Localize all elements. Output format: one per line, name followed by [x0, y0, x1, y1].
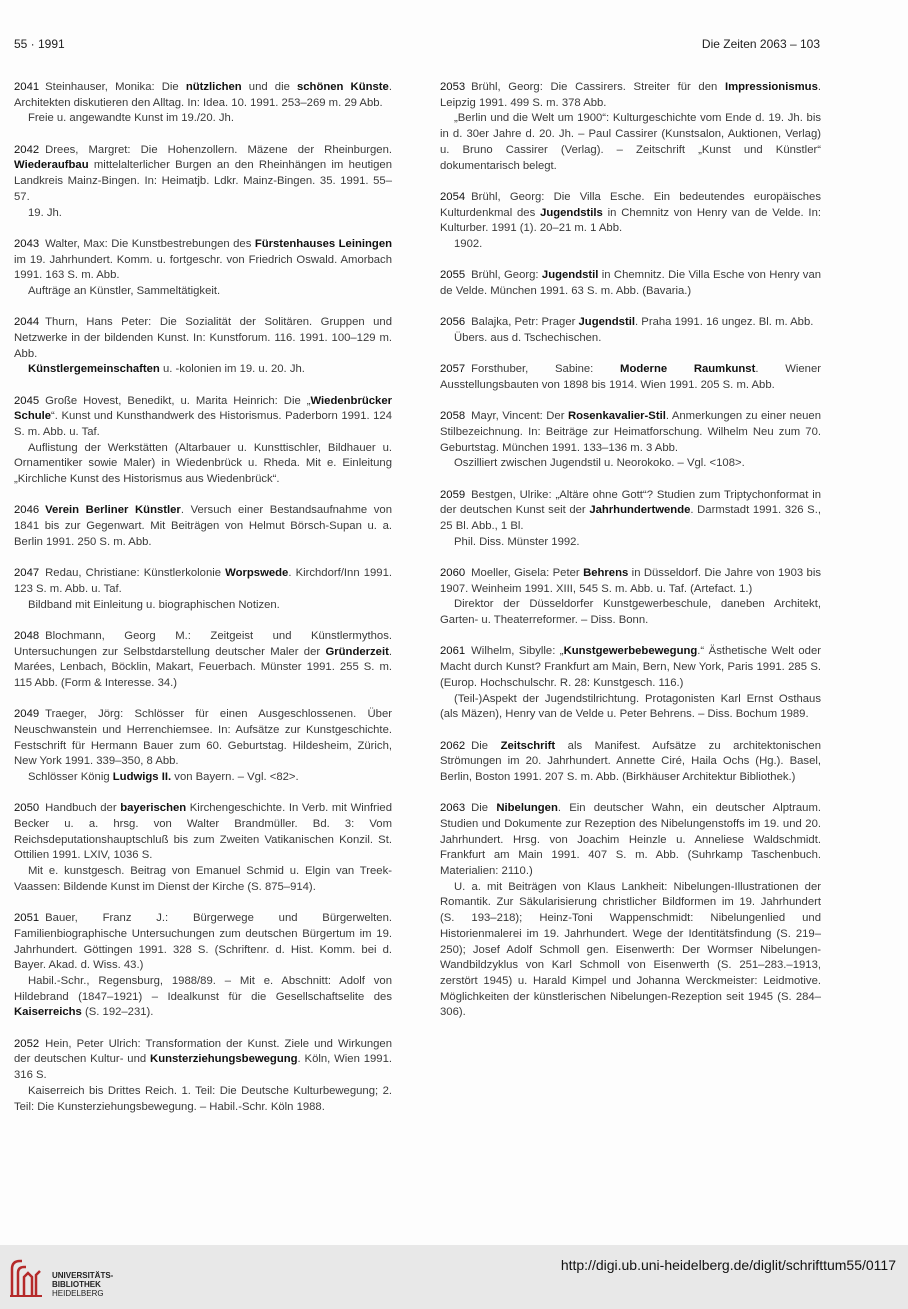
left-column	[14, 80, 392, 1131]
entry-citation: 2060 Moeller, Gisela: Peter Behrens in Düsseldorf. Die Jahre von 1903 bis 1907. Weinheim 1991. XIII, 545 S. m. Abb. u. Taf. (Artefact. 1.)	[440, 567, 821, 595]
entry-number: 2044	[14, 316, 40, 329]
entry-number: 2057	[440, 363, 466, 376]
entry-annotation: Künstlergemeinschaften u. -kolonien im 19. u. 20. Jh.	[28, 363, 305, 376]
entry-citation: 2047 Redau, Christiane: Künstlerkolonie Worpswede. Kirchdorf/Inn 1991. 123 S. m. Abb. u. Taf.	[14, 567, 392, 595]
keyword: Jahrhundertwende	[589, 504, 691, 517]
entry-annotation: Direktor der Düsseldorfer Kunstgewerbeschule, daneben Architekt, Garten- u. Theaterreformer. – Diss. Bonn.	[440, 598, 821, 627]
keyword: Jugendstil	[578, 316, 636, 329]
entry-annotation: U. a. mit Beiträgen von Klaus Lankheit: Nibelungen-Illustrationen der Romantik. Zur Säkularisierung christlicher Bildformen im 19. Jahrhundert (S. 193–218); Heinz-Toni Wappenschmidt: Nibelungenlied und Historienmalerei im 19. Jahrhundert. Wege der Identitätsfindung (S. 219–250); Josef Adolf Schmoll gen. Eisenwerth: Der Wormser Nibelungen-Wandbildzyklus von Karl Schmoll von Eisenwerth (S. 251–283.–1913, zerstört 1945) u. Harald Kimpel und Johanna Werckmeister: Leidmotive. Möglichkeiten der künstlerischen Nibelungen-Rezeption seit 1945 (S. 284–306).	[440, 880, 821, 1019]
entry-annotation: Aufträge an Künstler, Sammeltätigkeit.	[28, 284, 221, 297]
entry-citation: 2062 Die Zeitschrift als Manifest. Aufsätze zu architektonischen Strömungen im 20. Jahrhundert. Annette Ciré, Haila Ochs (Hg.). Basel, Berlin, Boston 1991. 207 S. m. Abb. (Birkhäuser Architektur Bibliothek.)	[440, 739, 822, 783]
bibliography-entry	[14, 707, 392, 786]
keyword: Künstlergemeinschaften	[28, 363, 160, 376]
keyword: Nibelungen	[496, 802, 558, 815]
bibliography-entry	[14, 143, 392, 222]
entry-number: 2052	[14, 1037, 40, 1050]
entry-number: 2048	[14, 629, 40, 642]
entry-citation: 2056 Balajka, Petr: Prager Jugendstil. Praha 1991. 16 ungez. Bl. m. Abb.	[440, 316, 814, 329]
entry-annotation: Freie u. angewandte Kunst im 19./20. Jh.	[28, 112, 234, 125]
keyword: schönen Künste	[296, 81, 389, 93]
bibliography-entry	[14, 503, 392, 550]
entry-citation: 2052 Hein, Peter Ulrich: Transformation der Kunst. Ziele und Wirkungen der deutschen Kultur- und Kunsterziehungsbewegung. Köln, Wien 1991. 316 S.	[14, 1037, 393, 1082]
keyword: Fürstenhauses Leiningen	[254, 237, 392, 250]
bibliography-entry	[440, 315, 821, 346]
entry-citation: 2046 Verein Berliner Künstler. Versuch einer Bestandsaufnahme von 1841 bis zur Gegenwart. Mit Beiträgen von Helmut Börsch-Supan u. a. Berlin 1991. 250 S. m. Abb.	[14, 504, 392, 548]
bibliography-entry	[14, 394, 392, 488]
entry-citation: 2049 Traeger, Jörg: Schlösser für einen Ausgeschlossenen. Über Neuschwanstein und Herrenchiemsee. In: Aufsätze zur Kunstgeschichte. Festschrift für Hermann Bauer zum 60. Geburtstag. Hildesheim, Zürich, New York 1991. 339–350, 8 Abb.	[14, 708, 392, 768]
entry-annotation: Phil. Diss. Münster 1992.	[454, 535, 580, 548]
keyword: Zeitschrift	[500, 739, 556, 752]
entry-annotation: Übers. aus d. Tschechischen.	[454, 331, 602, 344]
bibliography-entry	[14, 911, 392, 1021]
entry-annotation: (Teil-)Aspekt der Jugendstilrichtung. Protagonisten Karl Ernst Osthaus (als Mäzen), Henry van de Velde u. Peter Behrens. – Diss. Bochum 1989.	[440, 692, 821, 721]
entry-number: 2049	[14, 708, 40, 721]
entry-number: 2061	[440, 645, 466, 658]
entry-number: 2056	[440, 316, 466, 329]
entry-annotation: Kaiserreich bis Drittes Reich. 1. Teil: Die Deutsche Kulturbewegung; 2. Teil: Die Kunsterziehungsbewegung. – Habil.-Schr. Köln 1988.	[14, 1084, 392, 1113]
entry-citation: 2054 Brühl, Georg: Die Villa Esche. Ein bedeutendes europäisches Kulturdenkmal des Jugendstils in Chemnitz von Henry van de Velde. In: Kulturber. 1991 (1). 20–21 m. 1 Abb.	[440, 190, 821, 235]
entry-number: 2059	[440, 488, 466, 501]
entry-citation: 2041 Steinhauser, Monika: Die nützlichen und die schönen Künste. Architekten diskutieren den Alltag. In: Idea. 10. 1991. 253–269 m. 29 Abb.	[14, 81, 392, 109]
bibliography-entry	[14, 1037, 392, 1116]
keyword: Jugendstil	[541, 269, 599, 282]
entry-annotation: Auflistung der Werkstätten (Altarbauer u. Kunsttischler, Bildhauer u. Ornamentiker sowie Maler) in Wiedenbrück u. Rheda. Mit e. Einleitung „Kirchliche Kunst des Historismus aus Wiedenbrück“.	[14, 441, 392, 486]
keyword: Verein Berliner Künstler	[45, 504, 181, 517]
bibliography-entry	[440, 739, 821, 786]
logo-text: UNIVERSITÄTS- BIBLIOTHEK HEIDELBERG	[52, 1271, 114, 1298]
bibliography-entry	[14, 629, 392, 692]
bibliography-entry	[440, 801, 821, 1021]
keyword: Kunstgewerbebewegung	[563, 645, 698, 658]
entry-citation: 2050 Handbuch der bayerischen Kirchengeschichte. In Verb. mit Winfried Becker u. a. hrsg. von Walter Brandmüller. Bd. 3: Vom Reichsdeputationshauptschluß bis zum Zweiten Vatikanischen Konzil. St. Ottilien 1991. LXIV, 1036 S.	[14, 802, 392, 862]
entry-citation: 2045 Große Hovest, Benedikt, u. Marita Heinrich: Die „Wiedenbrücker Schule“. Kunst und Kunsthandwerk des Historismus. Paderborn 1991. 124 S. m. Abb. u. Taf.	[14, 394, 392, 439]
keyword: Rosenkavalier-Stil	[567, 410, 666, 423]
entry-annotation: Bildband mit Einleitung u. biographischen Notizen.	[28, 598, 280, 611]
entry-annotation: Mit e. kunstgesch. Beitrag von Emanuel Schmid u. Elgin van Treek-Vaassen: Bildende Kunst im Dienst der Kirche (S. 875–914).	[14, 865, 392, 893]
keyword: Kunsterziehungsbewegung	[150, 1053, 298, 1066]
bibliography-entry	[440, 80, 821, 174]
bibliography-entry	[440, 566, 821, 629]
entry-annotation: 19. Jh.	[28, 206, 62, 219]
source-url[interactable]: http://digi.ub.uni-heidelberg.de/diglit/schrifttum55/0117	[560, 1257, 896, 1273]
entry-number: 2045	[14, 394, 40, 407]
keyword: Impressionismus	[724, 81, 818, 93]
entry-number: 2062	[440, 739, 466, 752]
entry-citation: 2044 Thurn, Hans Peter: Die Sozialität der Solitären. Gruppen und Netzwerke in der bildenden Kunst. In: Kunstforum. 116. 1991. 100–129 m. Abb.	[14, 316, 392, 360]
keyword: Wiedenbrücker Schule	[14, 394, 392, 423]
bibliography-entry	[440, 268, 821, 299]
bibliography-entry	[440, 488, 821, 551]
entry-citation: 2055 Brühl, Georg: Jugendstil in Chemnitz. Die Villa Esche von Henry van de Velde. München 1991. 63 S. m. Abb. (Bavaria.)	[440, 269, 822, 297]
keyword: Worpswede	[225, 567, 289, 580]
entry-citation: 2048 Blochmann, Georg M.: Zeitgeist und Künstlermythos. Untersuchungen zur Selbstdarstellung deutscher Maler der Gründerzeit. Marées, Lenbach, Böcklin, Makart, Feuerbach. Münster 1991. 255 S. m. 115 Abb. (Form & Interesse. 34.)	[14, 629, 392, 689]
entry-citation: 2053 Brühl, Georg: Die Cassirers. Streiter für den Impressionismus. Leipzig 1991. 499 S. m. 378 Abb.	[440, 81, 821, 109]
bibliography-entry	[14, 801, 392, 895]
bibliography-entry	[14, 80, 392, 127]
entry-number: 2050	[14, 802, 40, 815]
footer-bar	[0, 1245, 908, 1309]
keyword: nützlichen	[185, 81, 242, 93]
bibliography-entry	[440, 644, 821, 723]
keyword: bayerischen	[120, 802, 187, 815]
entry-citation: 2058 Mayr, Vincent: Der Rosenkavalier-Stil. Anmerkungen zu einer neuen Stilbezeichnung. In: Beiträge zur Heimatforschung. Wilhelm Neu zum 70. Geburtstag. München 1991. 133–136 m. 3 Abb.	[440, 410, 822, 454]
library-seal-icon	[8, 1255, 44, 1299]
entry-citation: 2043 Walter, Max: Die Kunstbestrebungen des Fürstenhauses Leiningen im 19. Jahrhundert. Komm. u. fortgeschr. von Friedrich Oswald. Amorbach 1991. 163 S. m. Abb.	[14, 237, 392, 282]
entry-annotation: 1902.	[454, 237, 483, 250]
bibliography-entry	[440, 190, 821, 253]
bibliography-entry	[440, 362, 821, 393]
entry-number: 2046	[14, 504, 40, 517]
entry-number: 2063	[440, 802, 466, 815]
entry-citation: 2057 Forsthuber, Sabine: Moderne Raumkunst. Wiener Ausstellungsbauten von 1898 bis 1914. Wien 1991. 205 S. m. Abb.	[440, 363, 822, 391]
entry-citation: 2042 Drees, Margret: Die Hohenzollern. Mäzene der Rheinburgen. Wiederaufbau mittelalterlicher Burgen an den Rheinhängen im heutigen Landkreis Mainz-Bingen. In: Heimatjb. Ldkr. Mainz-Bingen. 35. 1991. 55–57.	[14, 143, 392, 203]
bibliography-entry	[14, 237, 392, 300]
library-logo[interactable]	[8, 1255, 128, 1301]
keyword: Gründerzeit	[325, 645, 389, 658]
entry-number: 2054	[440, 190, 466, 203]
entry-number: 2053	[440, 81, 466, 93]
entry-number: 2043	[14, 237, 40, 250]
keyword: Wiederaufbau	[14, 159, 89, 172]
header-volume: 55 · 1991	[14, 37, 65, 51]
bibliography-entry	[14, 566, 392, 613]
entry-citation: 2051 Bauer, Franz J.: Bürgerwege und Bürgerwelten. Familienbiographische Untersuchungen zum deutschen Bürgertum im 19. Jahrhundert. Göttingen 1991. 328 S. (Schriftenr. d. Hist. Komm. bei d. Bayer. Akad. d. Wiss. 43.)	[14, 912, 392, 972]
bibliography-entry	[14, 315, 392, 378]
entry-number: 2058	[440, 410, 466, 423]
entry-number: 2060	[440, 567, 466, 580]
bibliography-entry	[440, 409, 821, 472]
entry-number: 2047	[14, 567, 40, 580]
entry-annotation: Habil.-Schr., Regensburg, 1988/89. – Mit e. Abschnitt: Adolf von Hildebrand (1847–1921) – Idealkunst für die Gesellschaftselite des Kaiserreichs (S. 192–231).	[14, 974, 392, 1019]
header-section: Die Zeiten 2063 – 103	[701, 37, 820, 51]
keyword: Kaiserreichs	[14, 1006, 82, 1019]
keyword: Behrens	[583, 567, 629, 580]
entry-annotation: Schlösser König Ludwigs II. von Bayern. – Vgl. <82>.	[28, 771, 299, 784]
right-column	[440, 80, 821, 1037]
entry-citation: 2063 Die Nibelungen. Ein deutscher Wahn, ein deutscher Alptraum. Studien und Dokumente zur Rezeption des Nibelungenstoffs im 19. und 20. Jahrhundert. Hrsg. von Joachim Heinzle u. Anneliese Waldschmidt. Frankfurt am Main 1991. 407 S. m. Abb. (Suhrkamp Taschenbuch. Materialien: 2110.)	[440, 802, 822, 878]
entry-citation: 2059 Bestgen, Ulrike: „Altäre ohne Gott“? Studien zum Triptychonformat in der deutschen Kunst seit der Jahrhundertwende. Darmstadt 1991. 326 S., 25 Bl. Abb., 1 Bl.	[440, 488, 821, 533]
entry-number: 2051	[14, 912, 40, 925]
entry-annotation: „Berlin und die Welt um 1900“: Kulturgeschichte vom Ende d. 19. Jh. bis in d. 30er Jahre d. 20. Jh. – Paul Cassirer (Kunstsalon, Auktionen, Verlag) u. Bruno Cassirer (Verlag). – Zeitschrift „Kunst und Künstler“ dokumentarisch belegt.	[440, 112, 821, 172]
keyword: Jugendstils	[540, 206, 603, 219]
entry-number: 2042	[14, 143, 40, 156]
keyword: Moderne Raumkunst	[620, 363, 756, 376]
entry-number: 2041	[14, 81, 40, 93]
entry-annotation: Oszilliert zwischen Jugendstil u. Neorokoko. – Vgl. <108>.	[454, 457, 745, 470]
entry-citation: 2061 Wilhelm, Sibylle: „Kunstgewerbebewegung.“ Ästhetische Welt oder Macht durch Kunst? Frankfurt am Main, Bern, New York, Paris 1991. 285 S. (Europ. Hochschulschr. R. 28: Kunstgesch. 116.)	[440, 645, 821, 689]
entry-number: 2055	[440, 269, 466, 282]
keyword: Ludwigs II.	[112, 771, 172, 784]
